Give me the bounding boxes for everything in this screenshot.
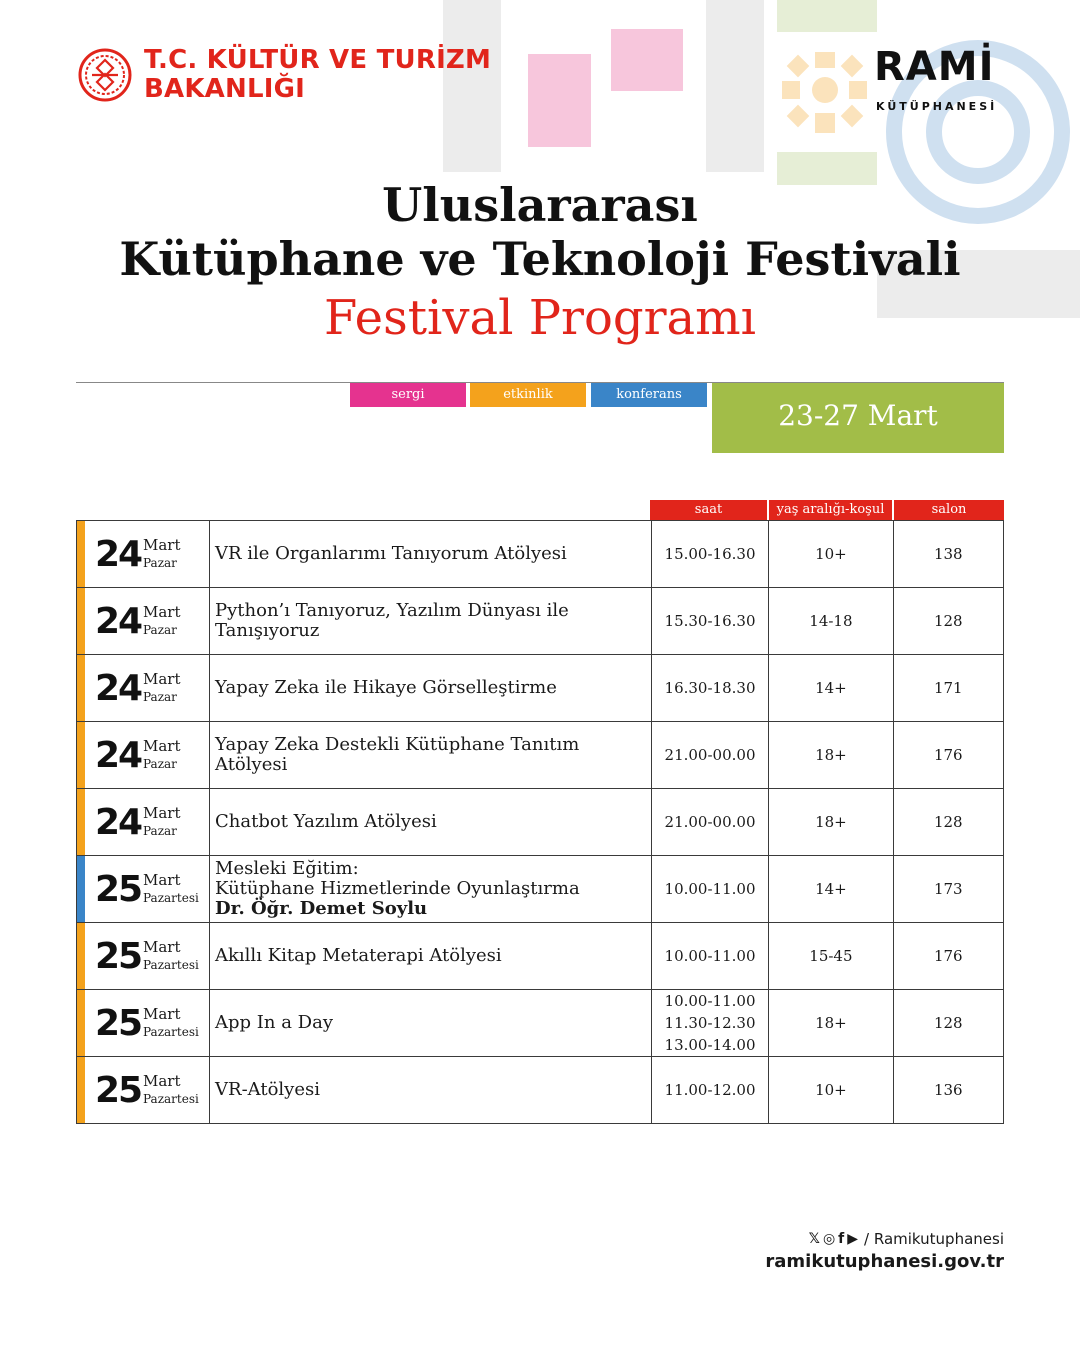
table-row xyxy=(77,722,1004,789)
day-number: 24 xyxy=(95,534,142,575)
event-name: Yapay Zeka Destekli Kütüphane Tanıtım Atölyesi xyxy=(215,734,580,775)
event-cell xyxy=(210,1057,652,1124)
decor-gray-bar-2 xyxy=(706,0,764,172)
weekday-label: Pazar xyxy=(143,556,177,570)
age-cell: 18+ xyxy=(769,722,893,789)
decor-pink-square-2 xyxy=(611,29,683,91)
rami-brand-name: RAMİ xyxy=(874,44,995,90)
age-cell: 18+ xyxy=(769,990,893,1057)
time-cell: 10.00-11.00 xyxy=(651,856,768,923)
event-name: App In a Day xyxy=(215,1012,333,1033)
category-bar xyxy=(77,521,85,587)
festival-program-subtitle: Festival Programı xyxy=(324,290,756,346)
day-number: 24 xyxy=(95,601,142,642)
day-number: 25 xyxy=(95,1003,142,1044)
event-name: Akıllı Kitap Metaterapi Atölyesi xyxy=(215,945,502,966)
decor-green-bar-top xyxy=(777,0,877,32)
time-cell: 10.00-11.00 11.30-12.30 13.00-14.00 xyxy=(651,990,768,1057)
time-cell: 11.00-12.00 xyxy=(651,1057,768,1124)
program-table xyxy=(76,520,1004,1124)
weekday-label: Pazar xyxy=(143,623,177,637)
date-cell xyxy=(77,923,210,990)
column-header-yas: yaş aralığı-koşul xyxy=(769,500,892,520)
date-cell xyxy=(77,990,210,1057)
weekday-label: Pazar xyxy=(143,824,177,838)
event-cell xyxy=(210,588,652,655)
day-number: 24 xyxy=(95,668,142,709)
age-cell: 14-18 xyxy=(769,588,893,655)
table-row xyxy=(77,655,1004,722)
salon-cell: 136 xyxy=(893,1057,1003,1124)
weekday-label: Pazar xyxy=(143,757,177,771)
legend-sergi: sergi xyxy=(350,383,466,407)
day-number: 24 xyxy=(95,802,142,843)
festival-title-line1: Uluslararası xyxy=(382,178,698,232)
month-label: Mart xyxy=(143,603,181,621)
category-bar xyxy=(77,588,85,654)
table-row xyxy=(77,990,1004,1057)
event-name: Python’ı Tanıyoruz, Yazılım Dünyası ile Tanışıyoruz xyxy=(215,600,569,641)
month-label: Mart xyxy=(143,670,181,688)
event-cell xyxy=(210,722,652,789)
event-cell xyxy=(210,856,652,923)
salon-cell: 176 xyxy=(893,923,1003,990)
age-cell: 18+ xyxy=(769,789,893,856)
day-number: 25 xyxy=(95,936,142,977)
day-number: 25 xyxy=(95,1070,142,1111)
event-name: VR-Atölyesi xyxy=(215,1079,320,1100)
date-cell xyxy=(77,588,210,655)
time-cell: 16.30-18.30 xyxy=(651,655,768,722)
legend-konferans: konferans xyxy=(591,383,707,407)
age-cell: 14+ xyxy=(769,856,893,923)
table-row xyxy=(77,588,1004,655)
age-cell: 10+ xyxy=(769,1057,893,1124)
month-label: Mart xyxy=(143,737,181,755)
date-cell xyxy=(77,521,210,588)
salon-cell: 171 xyxy=(893,655,1003,722)
date-cell xyxy=(77,722,210,789)
weekday-label: Pazartesi xyxy=(143,958,199,972)
month-label: Mart xyxy=(143,938,181,956)
salon-cell: 138 xyxy=(893,521,1003,588)
date-cell xyxy=(77,655,210,722)
time-cell: 10.00-11.00 xyxy=(651,923,768,990)
event-name: Yapay Zeka ile Hikaye Görselleştirme xyxy=(215,677,557,698)
salon-cell: 128 xyxy=(893,789,1003,856)
date-cell xyxy=(77,1057,210,1124)
table-row xyxy=(77,789,1004,856)
category-bar xyxy=(77,655,85,721)
weekday-label: Pazartesi xyxy=(143,891,199,905)
facebook-icon[interactable]: f xyxy=(838,1231,845,1247)
category-bar xyxy=(77,1057,85,1123)
month-label: Mart xyxy=(143,1072,181,1090)
salon-cell: 128 xyxy=(893,588,1003,655)
time-cell: 15.00-16.30 xyxy=(651,521,768,588)
event-name: Chatbot Yazılım Atölyesi xyxy=(215,811,437,832)
x-icon[interactable]: 𝕏 xyxy=(808,1231,820,1247)
table-row xyxy=(77,1057,1004,1124)
event-cell xyxy=(210,789,652,856)
salon-cell: 173 xyxy=(893,856,1003,923)
time-cell: 21.00-00.00 xyxy=(651,722,768,789)
salon-cell: 128 xyxy=(893,990,1003,1057)
event-name: VR ile Organlarımı Tanıyorum Atölyesi xyxy=(215,543,567,564)
event-cell xyxy=(210,655,652,722)
weekday-label: Pazartesi xyxy=(143,1092,199,1106)
category-bar xyxy=(77,923,85,989)
festival-date-range: 23-27 Mart xyxy=(712,383,1004,453)
weekday-label: Pazartesi xyxy=(143,1025,199,1039)
website-link[interactable]: ramikutuphanesi.gov.tr xyxy=(765,1251,1004,1272)
social-handle: / Ramikutuphanesi xyxy=(864,1230,1004,1248)
column-header-salon: salon xyxy=(894,500,1004,520)
day-number: 24 xyxy=(95,735,142,776)
category-bar xyxy=(77,856,85,922)
youtube-icon[interactable]: ▶ xyxy=(847,1231,859,1247)
instagram-icon[interactable]: ◎ xyxy=(822,1231,836,1247)
event-cell xyxy=(210,990,652,1057)
legend-etkinlik: etkinlik xyxy=(470,383,586,407)
decor-pink-square-1 xyxy=(528,54,591,147)
day-number: 25 xyxy=(95,869,142,910)
table-row xyxy=(77,923,1004,990)
weekday-label: Pazar xyxy=(143,690,177,704)
date-cell xyxy=(77,856,210,923)
column-header-saat: saat xyxy=(650,500,767,520)
age-cell: 15-45 xyxy=(769,923,893,990)
ministry-name-line1: T.C. KÜLTÜR VE TURİZM xyxy=(144,45,492,75)
ministry-emblem-icon xyxy=(78,48,132,102)
month-label: Mart xyxy=(143,871,181,889)
decor-yellow-sun xyxy=(782,50,868,136)
age-cell: 14+ xyxy=(769,655,893,722)
age-cell: 10+ xyxy=(769,521,893,588)
rami-brand-subtitle: KÜTÜPHANESİ xyxy=(876,100,998,113)
table-row xyxy=(77,521,1004,588)
table-row xyxy=(77,856,1004,923)
salon-cell: 176 xyxy=(893,722,1003,789)
time-cell: 21.00-00.00 xyxy=(651,789,768,856)
month-label: Mart xyxy=(143,1005,181,1023)
month-label: Mart xyxy=(143,804,181,822)
social-links xyxy=(809,1230,1004,1248)
month-label: Mart xyxy=(143,536,181,554)
category-bar xyxy=(77,722,85,788)
category-bar xyxy=(77,990,85,1056)
time-cell: 15.30-16.30 xyxy=(651,588,768,655)
date-cell xyxy=(77,789,210,856)
ministry-name-line2: BAKANLIĞI xyxy=(144,74,306,104)
festival-title-line2: Kütüphane ve Teknoloji Festivali xyxy=(119,232,961,286)
ministry-logo-block xyxy=(78,46,491,104)
event-speaker: Dr. Öğr. Demet Soylu xyxy=(215,898,428,919)
category-bar xyxy=(77,789,85,855)
event-name: Mesleki Eğitim: Kütüphane Hizmetlerinde Oyunlaştırma xyxy=(215,858,580,899)
event-cell xyxy=(210,923,652,990)
event-cell xyxy=(210,521,652,588)
